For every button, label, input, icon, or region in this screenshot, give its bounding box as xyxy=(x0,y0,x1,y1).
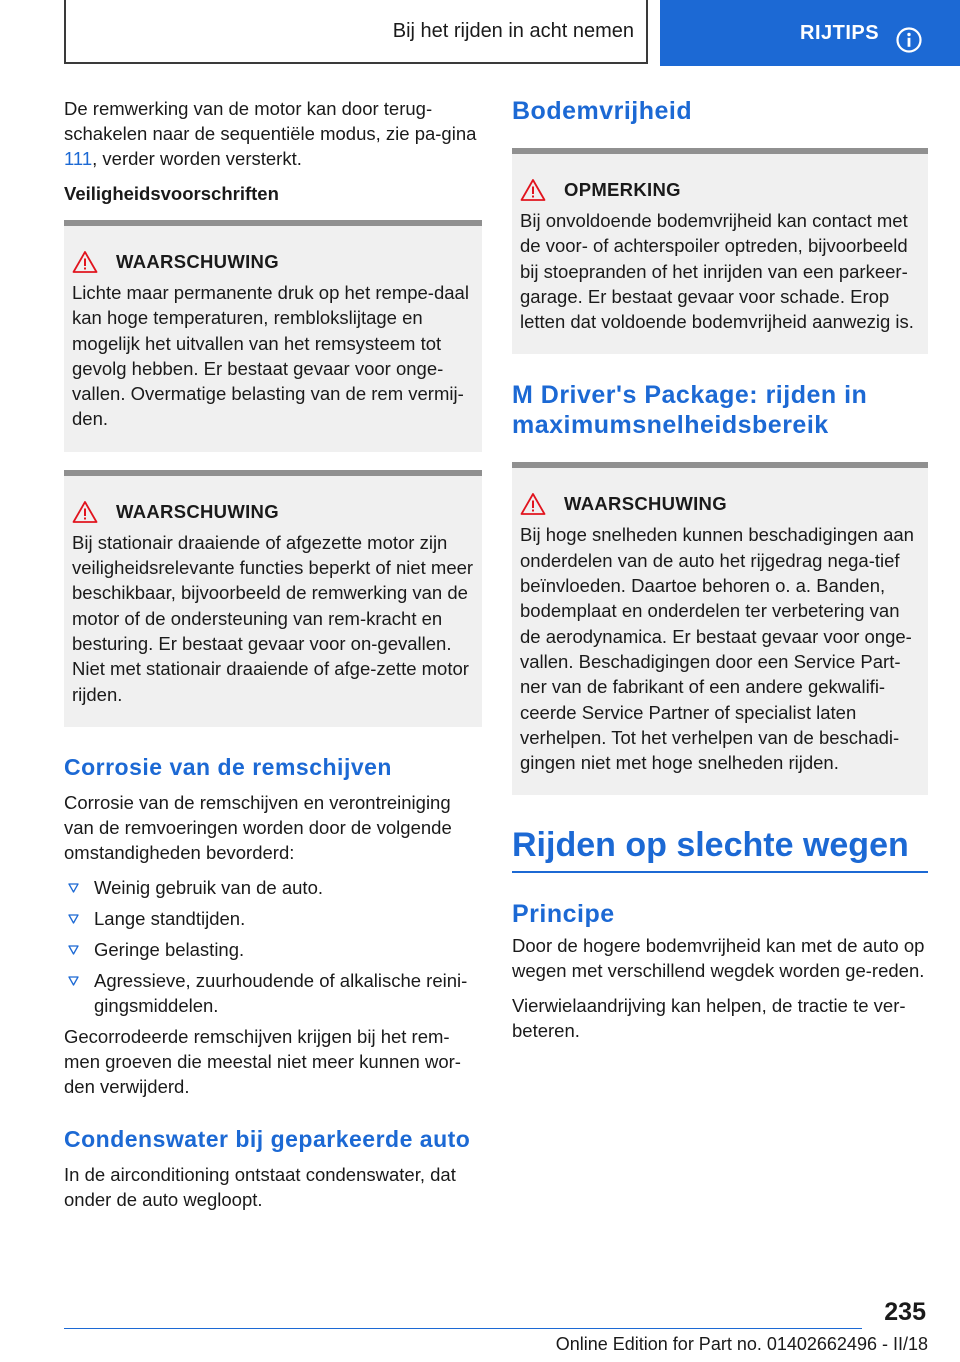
triangle-bullet-icon xyxy=(68,883,79,893)
warning-title: WAARSCHUWING xyxy=(116,251,279,272)
warning-title: WAARSCHUWING xyxy=(564,493,727,515)
warning-title: WAARSCHUWING xyxy=(116,500,279,522)
footer-divider xyxy=(64,1328,862,1329)
list-item-text: Lange standtijden. xyxy=(94,907,246,929)
note-text: Bij onvoldoende bodemvrijheid kan contact met de voor- of achterspoiler optreden, bijvoorbeeld bij stoepranden of het inrijden van een parkeer-garage. Er bestaat gevaar voor schade. Erop letten dat voldoende bodemvrijheid aanwezig is. xyxy=(520,210,914,333)
warning-box xyxy=(64,220,482,452)
triangle-bullet-icon xyxy=(68,945,79,955)
warning-icon xyxy=(520,178,546,202)
left-column xyxy=(64,96,482,1222)
note-title: OPMERKING xyxy=(564,179,681,200)
info-icon[interactable] xyxy=(896,27,922,53)
page-link[interactable]: 111 xyxy=(64,148,93,169)
chapter-tab-label: RIJTIPS xyxy=(800,22,880,44)
four-wheel-text: Vierwielaandrijving kan helpen, de tractie te ver-beteren. xyxy=(512,995,906,1042)
triangle-bullet-icon xyxy=(68,914,79,924)
warning-icon xyxy=(520,492,546,516)
warning-text: Lichte maar permanente druk op het rempe-daal kan hoge temperaturen, remblokslijtage en mogelijk het uitvallen van het remsysteem tot gevolg hebben. Er bestaat gevaar voor onge-vallen. Overmatige belasting van de rem vermij-den. xyxy=(72,282,469,430)
warning-header xyxy=(72,250,474,274)
section-title: Bij het rijden in acht nemen xyxy=(392,19,634,42)
warning-header xyxy=(520,492,920,516)
corrosion-intro: Corrosie van de remschijven en verontreiniging van de remvoeringen worden door de volgende omstandigheden bevorderd: xyxy=(64,791,452,863)
list-item-text: Weinig gebruik van de auto. xyxy=(94,876,324,898)
condensation-heading: Condenswater bij geparkeerde auto xyxy=(64,1125,471,1152)
corrosion-list xyxy=(64,875,482,1018)
list-item-text: Geringe belasting. xyxy=(94,938,245,960)
list-item xyxy=(64,875,482,900)
intro-text: De remwerking van de motor kan door terug-schakelen naar de sequentiële modus, zie pa-gina xyxy=(64,98,477,144)
chapter-tab[interactable] xyxy=(660,0,960,66)
note-box xyxy=(512,148,928,354)
drivers-package-heading: M Driver's Package: rijden in maximumsnelheidsbereik xyxy=(512,381,868,440)
safety-label: Veiligheidsvoorschriften xyxy=(64,183,279,204)
warning-text: Bij hoge snelheden kunnen beschadigingen aan onderdelen van de auto het rijgedrag nega-tief beïnvloeden. Daartoe behoren o. a. Banden, bodemplaat en onderdelen ter verbetering van de aerodynamica. Er bestaat gevaar voor onge-vallen. Beschadigingen door een Service Part-ner van de fabrikant of een andere gekwalifi-ceerde Service Partner of specialist laten verhelpen. Tot het verhelpen van de beschadi-gingen niet met hoge snelheden rijden. xyxy=(520,524,914,774)
bad-roads-chapter: Rijden op slechte wegen xyxy=(512,825,928,873)
corrosion-heading: Corrosie van de remschijven xyxy=(64,753,392,780)
warning-header xyxy=(72,500,474,524)
corrosion-outro: Gecorrodeerde remschijven krijgen bij het rem-men groeven die meestal niet meer kunnen wor-den verwijderd. xyxy=(64,1025,461,1097)
bad-roads-text: Door de hogere bodemvrijheid kan met de auto op wegen met verschillend wegdek worden ge-reden. xyxy=(512,935,925,982)
list-item xyxy=(64,906,482,931)
warning-text: Bij stationair draaiende of afgezette motor zijn veiligheidsrelevante functies beperkt of niet meer beschikbaar, bijvoorbeeld de remwerking van de motor of de ondersteuning van rem-kracht en besturing. Er bestaat gevaar voor on-gevallen. Niet met stationair draaiende of afge-zette motor rijden. xyxy=(72,531,474,705)
list-item-text: Agressieve, zuurhoudende of alkalische reini-gingsmiddelen. xyxy=(94,969,468,1016)
right-column xyxy=(512,96,928,1053)
section-header xyxy=(64,0,648,64)
footer-edition: Online Edition for Part no. 01402662496 - II/18 xyxy=(555,1334,928,1354)
note-header xyxy=(520,178,920,202)
clearance-heading: Bodemvrijheid xyxy=(512,97,693,125)
warning-icon xyxy=(72,500,98,524)
principle-heading: Principe xyxy=(512,900,615,929)
condensation-text: In de airconditioning ontstaat condenswater, dat onder de auto wegloopt. xyxy=(64,1163,456,1210)
intro-paragraph xyxy=(64,96,482,171)
warning-box xyxy=(512,462,928,795)
list-item xyxy=(64,968,482,1018)
list-item xyxy=(64,937,482,962)
triangle-bullet-icon xyxy=(68,976,79,986)
warning-box xyxy=(64,470,482,727)
warning-icon xyxy=(72,250,98,274)
intro-text-end: , verder worden versterkt. xyxy=(92,148,302,169)
page-number: 235 xyxy=(884,1298,926,1326)
